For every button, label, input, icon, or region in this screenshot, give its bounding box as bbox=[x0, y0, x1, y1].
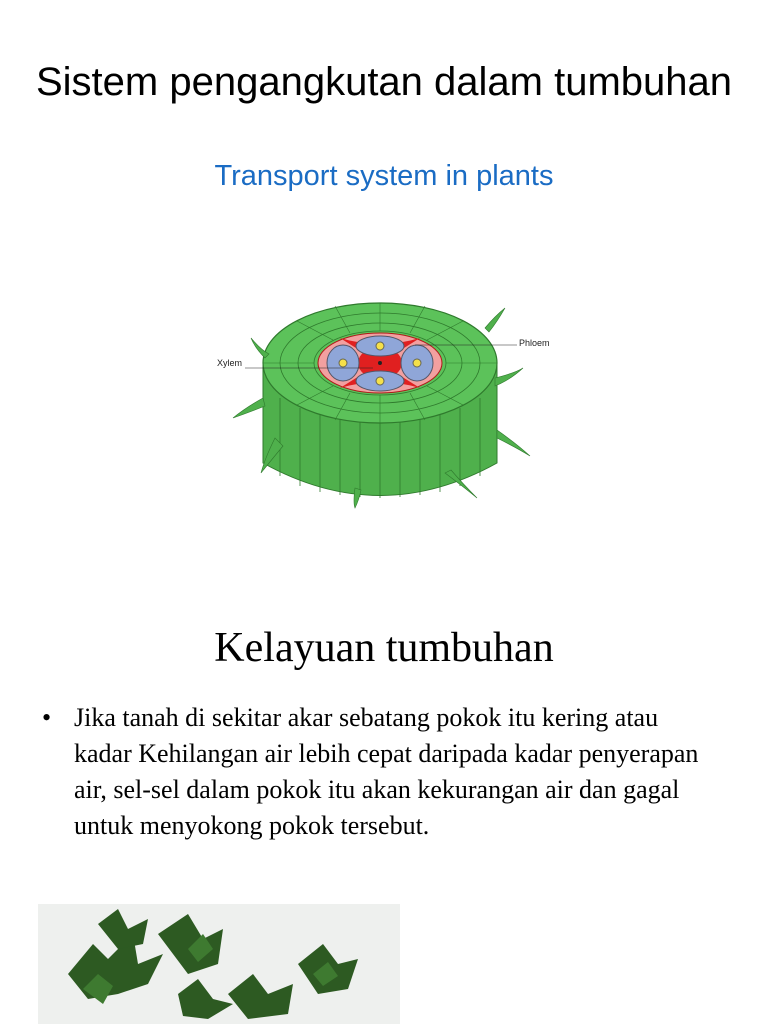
slide-subtitle: Transport system in plants bbox=[214, 160, 554, 192]
xylem-label: Xylem bbox=[217, 358, 243, 368]
wilting-plant-photo bbox=[38, 904, 400, 1024]
bullet-point bbox=[42, 700, 722, 844]
slide-title: Sistem pengangkutan dalam tumbuhan bbox=[35, 60, 732, 104]
section-title: Kelayuan tumbuhan bbox=[214, 625, 554, 671]
root-cross-section-diagram bbox=[205, 288, 565, 513]
phloem-label: Phloem bbox=[519, 338, 550, 348]
bullet-text: Jika tanah di sekitar akar sebatang pokok itu kering atau kadar Kehilangan air lebih cepat daripada kadar penyerapan air, sel-sel dalam pokok itu akan kekurangan air dan gagal untuk menyokong pokok tersebut. bbox=[74, 703, 699, 840]
bullet-mark: • bbox=[42, 703, 52, 732]
